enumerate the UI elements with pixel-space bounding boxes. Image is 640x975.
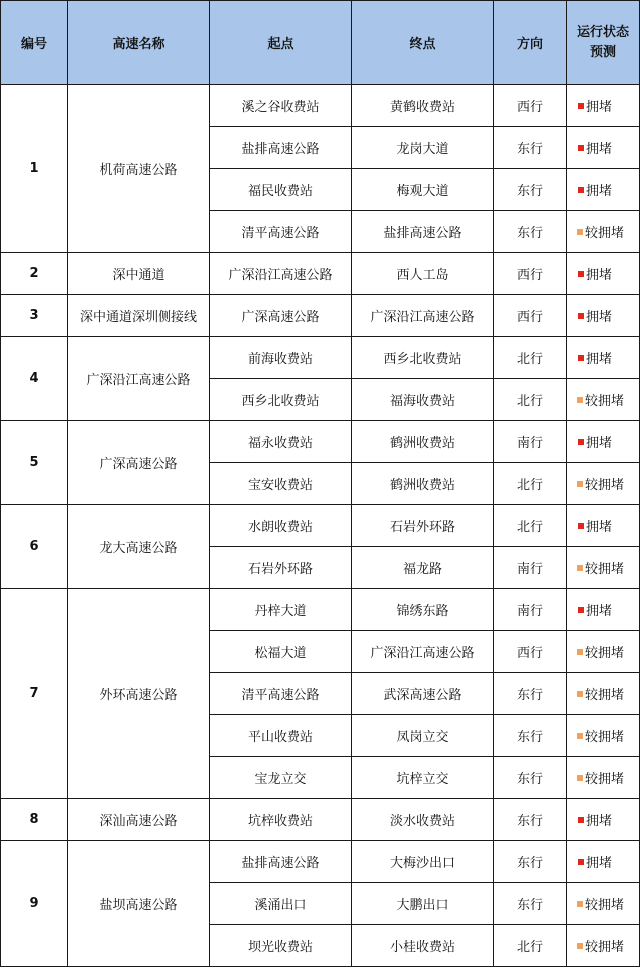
square-icon: [578, 271, 584, 277]
status-label: 较拥堵: [585, 226, 625, 241]
cell-start: 广深沿江高速公路: [210, 253, 352, 295]
status-label: 拥堵: [586, 352, 613, 367]
square-icon: [578, 355, 584, 361]
square-icon: [578, 187, 584, 193]
cell-start: 水朗收费站: [210, 505, 352, 547]
square-icon: [577, 775, 583, 781]
cell-start: 宝龙立交: [210, 757, 352, 799]
cell-highway-name: 深汕高速公路: [68, 799, 210, 841]
cell-status: [567, 673, 640, 715]
cell-direction: 南行: [494, 547, 567, 589]
cell-direction: 东行: [494, 211, 567, 253]
cell-direction: 东行: [494, 673, 567, 715]
cell-highway-name: 龙大高速公路: [68, 505, 210, 589]
status-label: 较拥堵: [585, 394, 625, 409]
cell-no: 8: [1, 799, 68, 841]
cell-start: 坝光收费站: [210, 925, 352, 967]
cell-direction: 东行: [494, 169, 567, 211]
square-icon: [578, 817, 584, 823]
cell-start: 福永收费站: [210, 421, 352, 463]
cell-no: 7: [1, 589, 68, 799]
cell-direction: 东行: [494, 757, 567, 799]
table-row: [1, 421, 640, 463]
cell-direction: 东行: [494, 883, 567, 925]
table-row: [1, 85, 640, 127]
cell-highway-name: 广深沿江高速公路: [68, 337, 210, 421]
cell-end: 锦绣东路: [352, 589, 494, 631]
cell-status: [567, 169, 640, 211]
status-label: 较拥堵: [585, 772, 625, 787]
cell-status: [567, 337, 640, 379]
status-label: 拥堵: [586, 436, 613, 451]
cell-start: 广深高速公路: [210, 295, 352, 337]
square-icon: [577, 565, 583, 571]
cell-end: 福龙路: [352, 547, 494, 589]
status-label: 拥堵: [586, 520, 613, 535]
cell-start: 石岩外环路: [210, 547, 352, 589]
cell-direction: 北行: [494, 463, 567, 505]
cell-status: [567, 253, 640, 295]
square-icon: [577, 397, 583, 403]
cell-highway-name: 广深高速公路: [68, 421, 210, 505]
cell-status: [567, 631, 640, 673]
cell-direction: 西行: [494, 295, 567, 337]
cell-start: 平山收费站: [210, 715, 352, 757]
square-icon: [577, 649, 583, 655]
cell-status: [567, 883, 640, 925]
cell-status: [567, 799, 640, 841]
cell-status: [567, 505, 640, 547]
cell-direction: 东行: [494, 715, 567, 757]
cell-direction: 北行: [494, 379, 567, 421]
header-start: 起点: [210, 1, 352, 85]
status-label: 拥堵: [586, 184, 613, 199]
cell-status: [567, 715, 640, 757]
cell-start: 宝安收费站: [210, 463, 352, 505]
table-row: [1, 799, 640, 841]
status-label: 拥堵: [586, 604, 613, 619]
cell-highway-name: 深中通道: [68, 253, 210, 295]
cell-direction: 东行: [494, 841, 567, 883]
status-label: 较拥堵: [585, 688, 625, 703]
cell-end: 凤岗立交: [352, 715, 494, 757]
cell-highway-name: 机荷高速公路: [68, 85, 210, 253]
square-icon: [578, 313, 584, 319]
cell-end: 黄鹤收费站: [352, 85, 494, 127]
cell-end: 福海收费站: [352, 379, 494, 421]
square-icon: [578, 607, 584, 613]
cell-no: 2: [1, 253, 68, 295]
status-label: 较拥堵: [585, 562, 625, 577]
cell-end: 小桂收费站: [352, 925, 494, 967]
cell-no: 1: [1, 85, 68, 253]
cell-no: 4: [1, 337, 68, 421]
square-icon: [578, 145, 584, 151]
cell-direction: 东行: [494, 127, 567, 169]
square-icon: [577, 691, 583, 697]
table-row: [1, 589, 640, 631]
status-label: 较拥堵: [585, 730, 625, 745]
cell-status: [567, 463, 640, 505]
cell-status: [567, 211, 640, 253]
table-row: [1, 505, 640, 547]
cell-start: 清平高速公路: [210, 211, 352, 253]
square-icon: [577, 229, 583, 235]
cell-status: [567, 295, 640, 337]
cell-status: [567, 85, 640, 127]
cell-status: [567, 127, 640, 169]
square-icon: [578, 859, 584, 865]
cell-end: 武深高速公路: [352, 673, 494, 715]
cell-start: 福民收费站: [210, 169, 352, 211]
cell-end: 淡水收费站: [352, 799, 494, 841]
cell-start: 西乡北收费站: [210, 379, 352, 421]
cell-highway-name: 盐坝高速公路: [68, 841, 210, 967]
cell-end: 坑梓立交: [352, 757, 494, 799]
header-direction: 方向: [494, 1, 567, 85]
table-header: [1, 1, 640, 85]
cell-end: 鹤洲收费站: [352, 463, 494, 505]
cell-start: 清平高速公路: [210, 673, 352, 715]
cell-start: 坑梓收费站: [210, 799, 352, 841]
cell-no: 3: [1, 295, 68, 337]
table-row: [1, 841, 640, 883]
status-label: 拥堵: [586, 856, 613, 871]
cell-end: 广深沿江高速公路: [352, 631, 494, 673]
cell-direction: 北行: [494, 337, 567, 379]
status-label: 拥堵: [586, 100, 613, 115]
cell-end: 梅观大道: [352, 169, 494, 211]
table-row: [1, 295, 640, 337]
cell-end: 鹤洲收费站: [352, 421, 494, 463]
cell-end: 大梅沙出口: [352, 841, 494, 883]
cell-end: 石岩外环路: [352, 505, 494, 547]
header-status-forecast: 运行状态预测: [567, 1, 640, 85]
table-row: [1, 337, 640, 379]
cell-end: 西人工岛: [352, 253, 494, 295]
cell-start: 盐排高速公路: [210, 841, 352, 883]
cell-no: 6: [1, 505, 68, 589]
cell-end: 盐排高速公路: [352, 211, 494, 253]
status-label: 拥堵: [586, 142, 613, 157]
cell-status: [567, 547, 640, 589]
header-end: 终点: [352, 1, 494, 85]
cell-start: 盐排高速公路: [210, 127, 352, 169]
status-label: 较拥堵: [585, 478, 625, 493]
table-row: [1, 253, 640, 295]
status-label: 拥堵: [586, 268, 613, 283]
square-icon: [578, 439, 584, 445]
cell-direction: 东行: [494, 799, 567, 841]
cell-end: 龙岗大道: [352, 127, 494, 169]
cell-direction: 西行: [494, 85, 567, 127]
cell-direction: 北行: [494, 925, 567, 967]
cell-status: [567, 757, 640, 799]
cell-status: [567, 421, 640, 463]
cell-start: 溪之谷收费站: [210, 85, 352, 127]
cell-start: 松福大道: [210, 631, 352, 673]
cell-status: [567, 925, 640, 967]
status-label: 较拥堵: [585, 646, 625, 661]
cell-start: 前海收费站: [210, 337, 352, 379]
header-highway-name: 高速名称: [68, 1, 210, 85]
status-label: 拥堵: [586, 814, 613, 829]
square-icon: [578, 523, 584, 529]
cell-direction: 南行: [494, 589, 567, 631]
cell-direction: 西行: [494, 253, 567, 295]
square-icon: [577, 943, 583, 949]
cell-direction: 西行: [494, 631, 567, 673]
cell-highway-name: 外环高速公路: [68, 589, 210, 799]
square-icon: [577, 481, 583, 487]
square-icon: [577, 733, 583, 739]
header-row: [1, 1, 640, 85]
status-label: 较拥堵: [585, 940, 625, 955]
cell-status: [567, 841, 640, 883]
status-label: 拥堵: [586, 310, 613, 325]
cell-status: [567, 589, 640, 631]
cell-start: 溪涌出口: [210, 883, 352, 925]
cell-direction: 北行: [494, 505, 567, 547]
cell-start: 丹梓大道: [210, 589, 352, 631]
cell-end: 大鹏出口: [352, 883, 494, 925]
square-icon: [577, 901, 583, 907]
cell-end: 西乡北收费站: [352, 337, 494, 379]
cell-no: 9: [1, 841, 68, 967]
cell-end: 广深沿江高速公路: [352, 295, 494, 337]
cell-no: 5: [1, 421, 68, 505]
cell-status: [567, 379, 640, 421]
table-body: [1, 85, 640, 967]
cell-highway-name: 深中通道深圳侧接线: [68, 295, 210, 337]
square-icon: [578, 103, 584, 109]
status-label: 较拥堵: [585, 898, 625, 913]
cell-direction: 南行: [494, 421, 567, 463]
header-no: 编号: [1, 1, 68, 85]
